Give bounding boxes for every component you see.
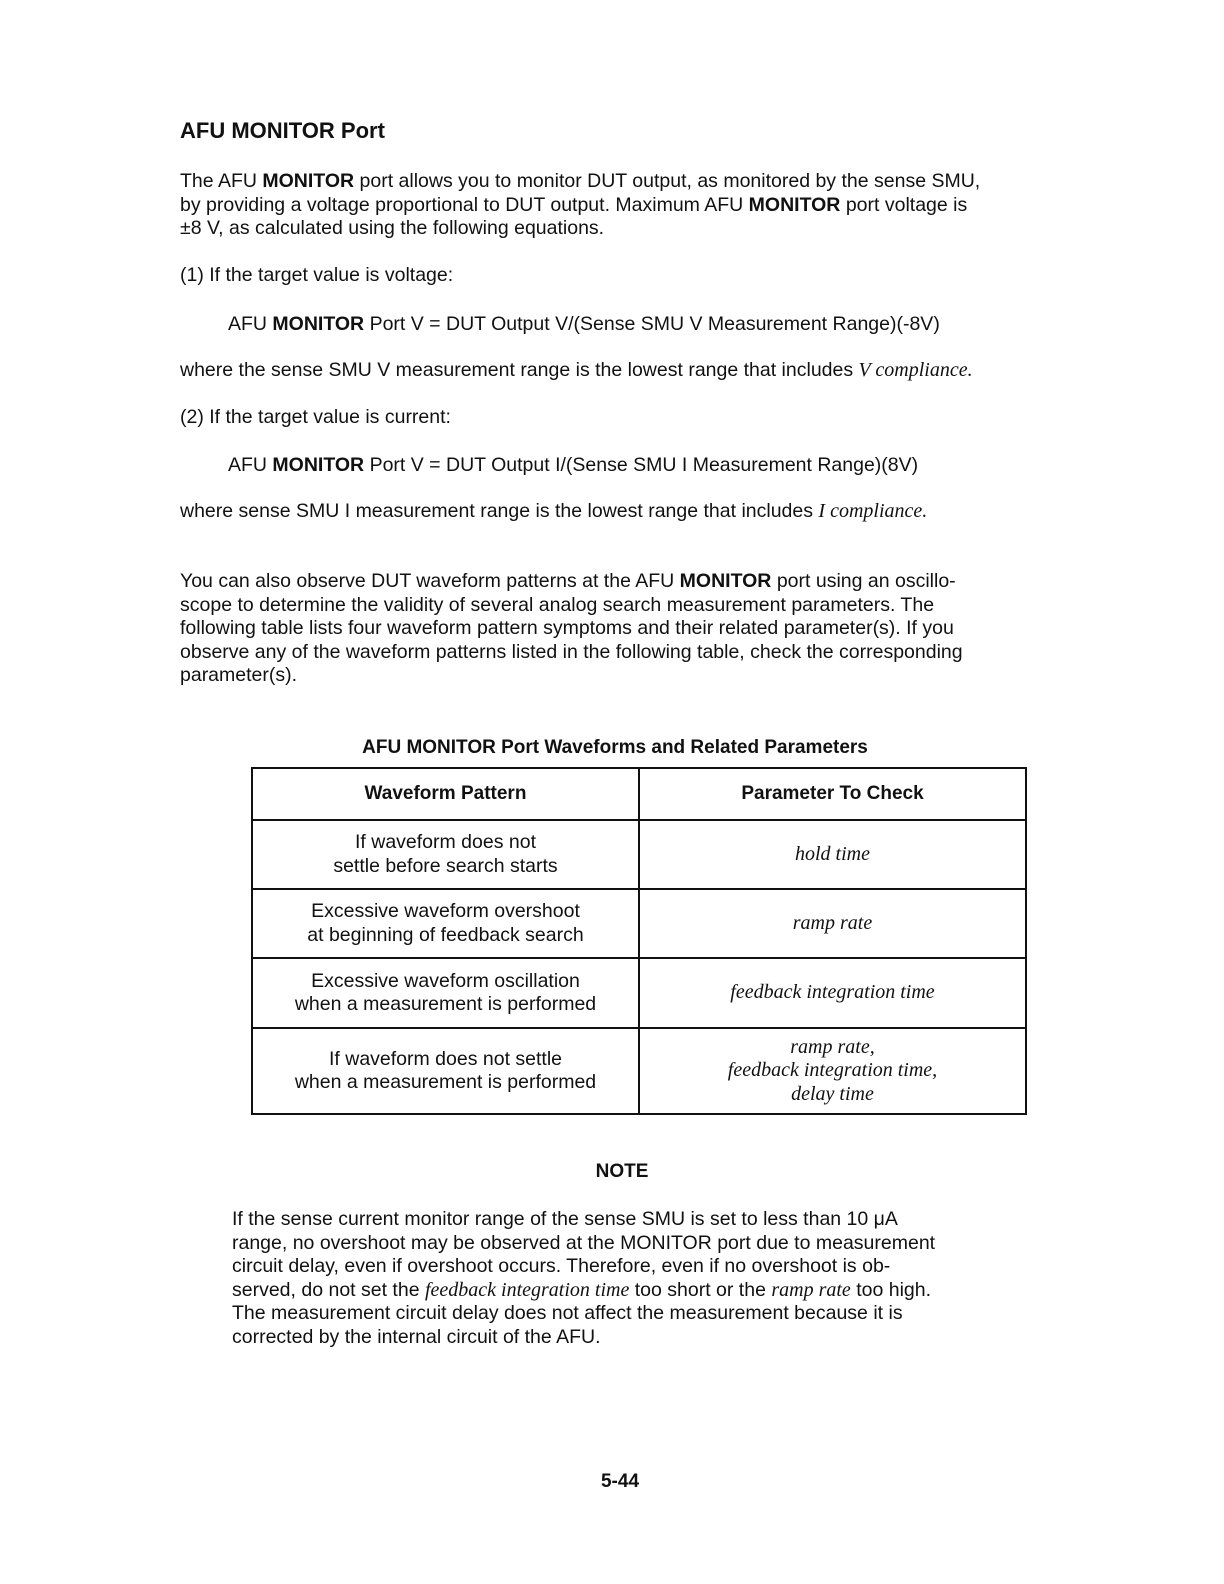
- case2-equation: AFU MONITOR Port V = DUT Output I/(Sense SMU I Measurement Range)(8V): [228, 454, 919, 476]
- note-line-6: corrected by the internal circuit of the AFU.: [232, 1325, 601, 1348]
- note-line-5: The measurement circuit delay does not affect the measurement because it is: [232, 1302, 903, 1324]
- observe-line-2: scope to determine the validity of several analog search measurement parameters. The: [180, 593, 935, 616]
- observe-line-1: You can also observe DUT waveform patterns at the AFU MONITOR port using an oscillo-: [180, 570, 956, 592]
- case2-where: where sense SMU I measurement range is the lowest range that includes I compliance.: [180, 500, 928, 522]
- waveform-pattern-cell: If waveform does not settle when a measurement is performed: [252, 1028, 639, 1114]
- parameter-cell: ramp rate, feedback integration time, delay time: [639, 1028, 1026, 1114]
- observe-line-4: observe any of the waveform patterns listed in the following table, check the corresponding: [180, 640, 963, 663]
- waveform-pattern-cell: If waveform does not settle before search starts: [252, 820, 639, 889]
- waveform-parameter-table: [251, 767, 1027, 1115]
- parameter-cell: ramp rate: [639, 889, 1026, 958]
- page-number: 5-44: [600, 1471, 640, 1492]
- observe-paragraph: [180, 570, 1050, 688]
- note-body: [232, 1208, 1018, 1349]
- intro-line-3: ±8 V, as calculated using the following equations.: [180, 217, 605, 239]
- note-line-3: circuit delay, even if overshoot occurs. Therefore, even if no overshoot is ob-: [232, 1255, 891, 1277]
- parameter-cell: feedback integration time: [639, 958, 1026, 1028]
- table-row: [252, 958, 1026, 1028]
- parameter-cell: hold time: [639, 820, 1026, 889]
- case1-where: where the sense SMU V measurement range is the lowest range that includes V compliance.: [180, 359, 973, 381]
- table-header-row: [252, 768, 1026, 820]
- observe-line-5: parameter(s).: [180, 664, 298, 686]
- table-row: [252, 889, 1026, 958]
- table-row: [252, 1028, 1026, 1114]
- waveform-pattern-cell: Excessive waveform oscillation when a measurement is performed: [252, 958, 639, 1028]
- intro-line-1: The AFU MONITOR port allows you to monitor DUT output, as monitored by the sense SMU,: [180, 170, 981, 192]
- table-row: [252, 820, 1026, 889]
- case2-label: (2) If the target value is current:: [180, 406, 451, 428]
- observe-line-3: following table lists four waveform pattern symptoms and their related parameter(s). If you: [180, 617, 954, 639]
- section-heading: AFU MONITOR Port: [180, 118, 385, 143]
- note-line-4: served, do not set the feedback integration time too short or the ramp rate too high.: [232, 1278, 932, 1301]
- note-line-2: range, no overshoot may be observed at the MONITOR port due to measurement: [232, 1231, 936, 1254]
- intro-paragraph: [180, 170, 1050, 241]
- waveform-pattern-cell: Excessive waveform overshoot at beginning of feedback search: [252, 889, 639, 958]
- case1-label: (1) If the target value is voltage:: [180, 264, 454, 286]
- note-line-1: If the sense current monitor range of the sense SMU is set to less than 10 μA: [232, 1208, 898, 1230]
- table-caption: AFU MONITOR Port Waveforms and Related Parameters: [362, 737, 868, 758]
- header-waveform-pattern: Waveform Pattern: [252, 768, 639, 820]
- case1-equation: AFU MONITOR Port V = DUT Output V/(Sense SMU V Measurement Range)(-8V): [228, 313, 940, 335]
- header-parameter-to-check: Parameter To Check: [639, 768, 1026, 820]
- note-title: NOTE: [595, 1161, 649, 1182]
- intro-line-2: by providing a voltage proportional to DUT output. Maximum AFU MONITOR port voltage is: [180, 193, 968, 216]
